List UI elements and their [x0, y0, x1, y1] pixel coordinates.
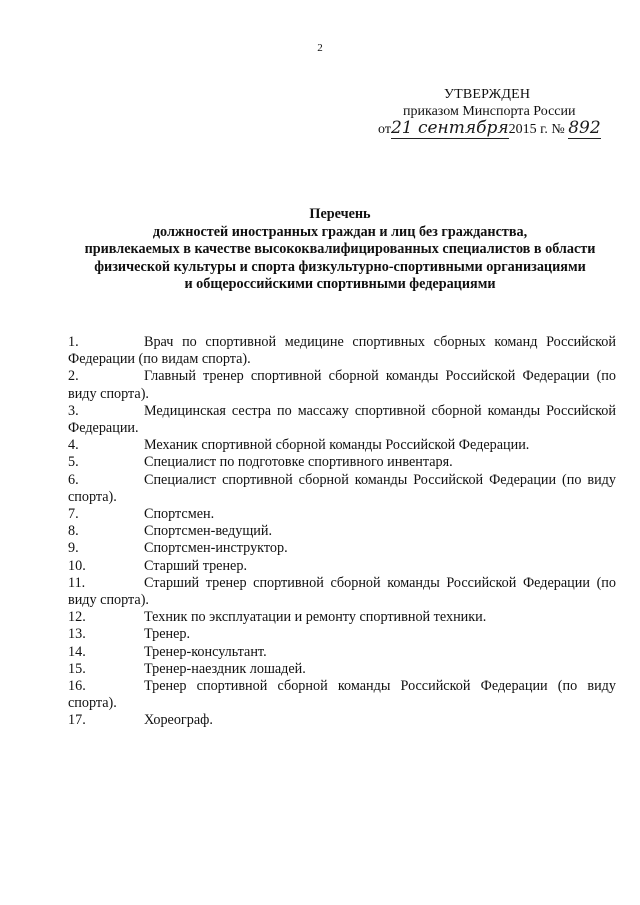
approval-order: приказом Минспорта России: [403, 104, 576, 119]
list-item: [68, 454, 616, 471]
list-item-number: 16.: [68, 678, 86, 695]
list-item-text: Врач по спортивной медицине спортивных сборных команд Российской Федерации (по видам спорта).: [68, 334, 616, 368]
heading-line: физической культуры и спорта физкультурно-спортивными организациями: [94, 258, 586, 275]
list-item-text: Тренер спортивной сборной команды Российской Федерации (по виду спорта).: [68, 678, 616, 712]
list-item-number: 5.: [68, 454, 79, 471]
list-item-text: Медицинская сестра по массажу спортивной сборной команды Российской Федерации.: [68, 402, 616, 437]
list-item: [68, 506, 616, 523]
list-item: [68, 558, 616, 575]
list-item-number: 2.: [68, 368, 79, 385]
list-item-text: Старший тренер спортивной сборной команды Российской Федерации (по виду спорта).: [68, 574, 616, 609]
list-item-number: 15.: [68, 660, 86, 677]
list-item: [68, 609, 616, 626]
list-item: [68, 437, 616, 454]
list-item-number: 14.: [68, 643, 86, 660]
list-item-number: 12.: [68, 609, 86, 626]
approval-title: УТВЕРЖДЕН: [444, 87, 531, 102]
list-item-text: Механик спортивной сборной команды Российской Федерации.: [144, 437, 530, 454]
list-item-number: 6.: [68, 471, 79, 488]
list-item: [68, 368, 616, 402]
list-item-text: Специалист спортивной сборной команды Российской Федерации (по виду спорта).: [68, 471, 616, 505]
list-item-number: 10.: [68, 557, 86, 574]
list-item: [68, 575, 616, 609]
handwritten-order-number: 892: [568, 118, 601, 138]
list-item-text: Главный тренер спортивной сборной команды Российской Федерации (по виду спорта).: [68, 368, 616, 402]
list-item: [68, 678, 616, 712]
list-item: [68, 661, 616, 678]
list-item-text: Тренер-консультант.: [144, 643, 267, 660]
list-item-number: 8.: [68, 523, 79, 540]
list-item: [68, 712, 616, 729]
list-item: [68, 523, 616, 540]
list-item-number: 4.: [68, 437, 79, 454]
positions-list: [68, 334, 616, 730]
list-item: [68, 403, 616, 437]
list-item-number: 7.: [68, 506, 79, 523]
list-item-text: Хореограф.: [144, 712, 213, 729]
list-item-text: Техник по эксплуатации и ремонту спортивной техники.: [144, 609, 487, 626]
list-item-number: 9.: [68, 540, 79, 557]
list-item-number: 13.: [68, 626, 86, 643]
heading-title: Перечень: [309, 206, 371, 222]
list-item: [68, 334, 616, 368]
date-year: 2015 г. №: [508, 122, 565, 137]
heading-line: должностей иностранных граждан и лиц без гражданства,: [152, 224, 528, 241]
heading-line: привлекаемых в качестве высококвалифицированных специалистов в области: [84, 241, 596, 258]
list-item-text: Старший тренер.: [144, 557, 247, 574]
list-item-text: Спортсмен-инструктор.: [144, 540, 288, 557]
list-item: [68, 540, 616, 557]
handwritten-date: 21 сентября: [390, 118, 509, 138]
list-item-text: Тренер-наездник лошадей.: [144, 660, 306, 677]
list-item-text: Тренер.: [144, 626, 191, 643]
list-item-number: 3.: [68, 402, 79, 419]
document-heading: [40, 206, 640, 293]
list-item: [68, 644, 616, 661]
list-item-text: Спортсмен.: [144, 506, 215, 523]
date-prefix: от: [378, 122, 391, 137]
list-item: [68, 472, 616, 506]
list-item: [68, 626, 616, 643]
list-item-text: Спортсмен-ведущий.: [144, 523, 273, 540]
page-number: 2: [317, 42, 323, 54]
heading-line: и общероссийскими спортивными федерациями: [184, 275, 496, 292]
approval-date-line: [378, 120, 628, 140]
list-item-text: Специалист по подготовке спортивного инвентаря.: [144, 454, 453, 471]
list-item-number: 11.: [68, 574, 86, 591]
list-item-number: 1.: [68, 334, 79, 350]
approval-block: [378, 86, 628, 140]
list-item-number: 17.: [68, 712, 86, 729]
